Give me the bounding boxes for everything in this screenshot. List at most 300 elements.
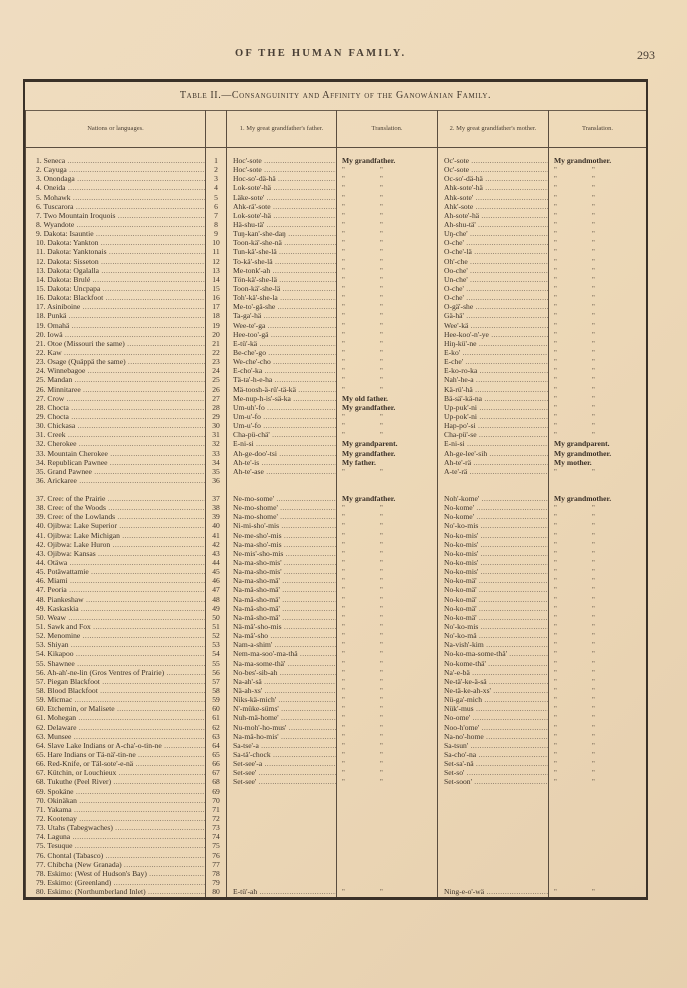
- row-number-cell: [206, 704, 226, 713]
- ditto-mark: ": [592, 376, 595, 385]
- term1-cell: [227, 439, 336, 448]
- ditto-mark: ": [554, 888, 557, 897]
- term1-cell: [227, 311, 336, 320]
- term1-cell: [227, 247, 336, 256]
- term1-cell: [227, 302, 336, 311]
- table-caption-prefix: Table II.: [179, 90, 222, 101]
- ditto-mark: ": [592, 193, 595, 202]
- term1-cell-text: E-tü'-ah .....: [233, 887, 336, 896]
- translation1-cell: [337, 713, 437, 722]
- term2-cell: [438, 531, 548, 540]
- row-number-cell: [206, 686, 226, 695]
- ditto-mark: ": [554, 586, 557, 595]
- ditto-mark: ": [554, 714, 557, 723]
- ditto-mark: ": [342, 659, 345, 668]
- ditto-mark: ": [592, 284, 595, 293]
- row-number-cell: [206, 220, 226, 229]
- ditto-mark: ": [592, 412, 595, 421]
- page-number: 293: [637, 48, 655, 62]
- row-number-cell-text: 64: [212, 740, 220, 750]
- ditto-mark: ": [380, 732, 383, 741]
- term2-cell: [438, 403, 548, 412]
- row-number-cell-text: 5: [214, 192, 218, 202]
- ditto-mark: ": [342, 412, 345, 421]
- ditto-mark: ": [554, 632, 557, 641]
- ditto-mark: ": [342, 211, 345, 220]
- term2-cell: [438, 439, 548, 448]
- ditto-mark: ": [380, 549, 383, 558]
- term1-cell-text: Nem-ma-soo'-ma-thä .....: [233, 649, 336, 658]
- nation-cell-text: 26. Minnitaree .....: [36, 385, 205, 394]
- translation2-cell: [549, 403, 646, 412]
- term2-cell: [438, 796, 548, 805]
- term2-cell-text: No-ko-mis' .....: [444, 558, 548, 567]
- row-number-cell: [206, 403, 226, 412]
- translation-text: My grandfather.: [342, 494, 396, 504]
- ditto-mark: ": [380, 668, 383, 677]
- ditto-mark: ": [592, 769, 595, 778]
- translation2-cell: [549, 193, 646, 202]
- ditto-mark: ": [554, 175, 557, 184]
- ditto-mark: ": [380, 220, 383, 229]
- ditto-mark: ": [592, 623, 595, 632]
- ditto-mark: ": [342, 732, 345, 741]
- row-number-cell: [206, 394, 226, 403]
- ditto-mark: ": [380, 412, 383, 421]
- term2-cell-text: No-ko-mä' .....: [444, 576, 548, 585]
- translation1-cell: [337, 302, 437, 311]
- term2-cell-text: Up-pok'-ni .....: [444, 412, 548, 421]
- row-number-cell: [206, 576, 226, 585]
- nation-cell-text: 16. Dakota: Blackfoot .....: [36, 293, 205, 302]
- ditto-mark: ": [592, 687, 595, 696]
- translation2-cell: [549, 302, 646, 311]
- nation-cell-text: 65. Hare Indians or Tä-nä'-tin-ne .....: [36, 750, 205, 759]
- row-number-cell: [206, 174, 226, 183]
- ditto-mark: ": [380, 175, 383, 184]
- row-number-cell-text: 11: [212, 247, 220, 257]
- term2-cell: [438, 458, 548, 467]
- ditto-mark: ": [342, 568, 345, 577]
- translation2-cell: [549, 476, 646, 485]
- term2-cell-text: Hap-po'-si .....: [444, 421, 548, 430]
- term1-cell: [227, 321, 336, 330]
- row-number-cell: [206, 229, 226, 238]
- term1-cell-text: Hä-shu-tä' .....: [233, 220, 336, 229]
- term2-cell: [438, 174, 548, 183]
- translation2-cell: [549, 183, 646, 192]
- nation-cell: [26, 841, 205, 850]
- row-number-cell-text: 21: [212, 338, 220, 348]
- translation1-cell: [337, 631, 437, 640]
- nation-cell-text: 35. Grand Pawnee .....: [36, 467, 205, 476]
- translation1-cell: [337, 668, 437, 677]
- ditto-mark: ": [380, 586, 383, 595]
- translation1-cell: [337, 695, 437, 704]
- row-number-cell: [206, 622, 226, 631]
- row-number-cell-text: 29: [212, 411, 220, 421]
- term2-cell: [438, 284, 548, 293]
- row-number-cell-text: 8: [214, 219, 218, 229]
- term2-cell: [438, 165, 548, 174]
- ditto-mark: ": [342, 376, 345, 385]
- row-number-cell-text: 55: [212, 658, 220, 668]
- nation-cell: [26, 777, 205, 786]
- term2-cell: [438, 567, 548, 576]
- row-number-cell-text: 41: [212, 530, 220, 540]
- row-number-cell: [206, 293, 226, 302]
- term2-cell-text: Gä-hä' .....: [444, 311, 548, 320]
- translation2-cell: [549, 704, 646, 713]
- term1-cell-text: Na-ma-sho-mis' .....: [233, 567, 336, 576]
- translation1-cell: [337, 357, 437, 366]
- translation1-cell: [337, 640, 437, 649]
- translation2-cell: [549, 668, 646, 677]
- translation2-cell: [549, 257, 646, 266]
- ditto-mark: ": [592, 741, 595, 750]
- term2-cell-text: No-kome-thä' .....: [444, 659, 548, 668]
- translation1-cell: [337, 293, 437, 302]
- nation-cell: [26, 595, 205, 604]
- translation1-cell: [337, 759, 437, 768]
- row-number-cell: [206, 787, 226, 796]
- term2-cell-text: No-ko-mis' .....: [444, 567, 548, 576]
- term1-cell-text: Ni-mi-sho'-mis .....: [233, 521, 336, 530]
- row-number-cell: [206, 604, 226, 613]
- translation2-cell: [549, 713, 646, 722]
- term1-cell: [227, 174, 336, 183]
- row-number-cell-text: 22: [212, 347, 220, 357]
- ditto-mark: ": [592, 632, 595, 641]
- translation1-cell: [337, 741, 437, 750]
- ditto-mark: ": [342, 284, 345, 293]
- ditto-mark: ": [380, 248, 383, 257]
- nation-cell: [26, 458, 205, 467]
- translation1-cell: [337, 832, 437, 841]
- term2-cell: [438, 412, 548, 421]
- ditto-mark: ": [592, 294, 595, 303]
- ditto-mark: ": [342, 248, 345, 257]
- row-number-cell: [206, 503, 226, 512]
- translation1-cell: [337, 659, 437, 668]
- ditto-mark: ": [380, 705, 383, 714]
- term2-cell: [438, 869, 548, 878]
- term2-cell-text: Hiŋ-kü'-ne .....: [444, 339, 548, 348]
- translation2-cell: [549, 558, 646, 567]
- row-number-cell-text: 80: [212, 887, 220, 897]
- nation-cell: [26, 549, 205, 558]
- row-number-cell: [206, 887, 226, 896]
- translation2-cell: [549, 311, 646, 320]
- row-number-cell-text: 36: [212, 475, 220, 485]
- ditto-mark: ": [592, 184, 595, 193]
- nation-cell-text: 60. Etchemin, or Malisete .....: [36, 704, 205, 713]
- translation-text: My grandfather.: [342, 448, 396, 458]
- ditto-mark: ": [592, 604, 595, 613]
- ditto-mark: ": [592, 586, 595, 595]
- term2-cell-text: Ning-e-o'-wä .....: [444, 887, 548, 896]
- term2-cell: [438, 366, 548, 375]
- term1-cell-text: Tun-kä'-she-lä .....: [233, 247, 336, 256]
- ditto-mark: ": [380, 723, 383, 732]
- translation2-cell: [549, 741, 646, 750]
- ditto-mark: ": [592, 467, 595, 476]
- translation2-cell: [549, 439, 646, 448]
- ditto-mark: ": [380, 294, 383, 303]
- ditto-mark: ": [380, 358, 383, 367]
- term2-cell: [438, 430, 548, 439]
- term1-cell: [227, 567, 336, 576]
- row-number-cell-text: 74: [212, 832, 220, 842]
- row-number-cell-text: 24: [212, 366, 220, 376]
- term2-cell: [438, 604, 548, 613]
- ditto-mark: ": [554, 193, 557, 202]
- ditto-mark: ": [342, 348, 345, 357]
- nation-cell-text: 50. Weaw .....: [36, 613, 205, 622]
- row-number-cell: [206, 238, 226, 247]
- term1-cell: [227, 494, 336, 503]
- term1-cell: [227, 704, 336, 713]
- term1-cell: [227, 503, 336, 512]
- nation-cell: [26, 339, 205, 348]
- row-number-cell-text: 40: [212, 521, 220, 531]
- ditto-mark: ": [342, 202, 345, 211]
- nation-cell-text: 30. Chickasa .....: [36, 421, 205, 430]
- ditto-mark: ": [380, 184, 383, 193]
- term1-cell: [227, 823, 336, 832]
- term1-cell: [227, 622, 336, 631]
- nation-cell-text: 68. Tukuthe (Peel River) .....: [36, 777, 205, 786]
- term2-cell: [438, 832, 548, 841]
- translation1-cell: [337, 686, 437, 695]
- nation-cell-text: 28. Chocta .....: [36, 403, 205, 412]
- term2-cell: [438, 695, 548, 704]
- ditto-mark: ": [554, 330, 557, 339]
- nation-cell-text: 31. Creek .....: [36, 430, 205, 439]
- translation1-cell: [337, 531, 437, 540]
- nation-cell-text: 15. Dakota: Uncpapa .....: [36, 284, 205, 293]
- nation-cell: [26, 723, 205, 732]
- ditto-mark: ": [380, 321, 383, 330]
- nation-cell: [26, 330, 205, 339]
- row-number-cell-text: 46: [212, 576, 220, 586]
- ditto-mark: ": [554, 604, 557, 613]
- term2-cell: [438, 613, 548, 622]
- translation1-cell: [337, 476, 437, 485]
- term2-cell-text: Ah-shu-tä' .....: [444, 220, 548, 229]
- term1-cell-text: Ah-te'-is .....: [233, 458, 336, 467]
- row-number-cell-text: 77: [212, 859, 220, 869]
- row-number-cell: [206, 750, 226, 759]
- term1-cell-text: Toon-kä'-she-lä .....: [233, 284, 336, 293]
- term1-cell: [227, 458, 336, 467]
- term2-cell: [438, 823, 548, 832]
- term2-cell-text: Hee-koo'-n'-ye .....: [444, 330, 548, 339]
- nation-cell-text: 48. Piankeshaw .....: [36, 595, 205, 604]
- translation2-cell: [549, 640, 646, 649]
- row-number-cell-text: 78: [212, 868, 220, 878]
- term1-cell-text: Um-u'-fo .....: [233, 421, 336, 430]
- row-number-cell-text: 33: [212, 448, 220, 458]
- term2-cell: [438, 585, 548, 594]
- ditto-mark: ": [342, 668, 345, 677]
- nation-cell-text: 7. Two Mountain Iroquois .....: [36, 211, 205, 220]
- term1-cell-text: Na-mä-ho-mis' .....: [233, 732, 336, 741]
- ditto-mark: ": [592, 321, 595, 330]
- term2-cell-text: No-ko-mä' .....: [444, 604, 548, 613]
- ditto-mark: ": [592, 522, 595, 531]
- row-number-cell-text: 52: [212, 631, 220, 641]
- ditto-mark: ": [592, 696, 595, 705]
- translation1-cell: [337, 805, 437, 814]
- row-number-cell: [206, 841, 226, 850]
- term2-cell: [438, 449, 548, 458]
- term2-cell: [438, 375, 548, 384]
- row-number-cell-text: 31: [212, 430, 220, 440]
- ditto-mark: ": [342, 266, 345, 275]
- term1-cell-text: E-ni-si .....: [233, 439, 336, 448]
- ditto-mark: ": [380, 284, 383, 293]
- term2-cell-text: E-ko' .....: [444, 348, 548, 357]
- translation1-cell: [337, 841, 437, 850]
- ditto-mark: ": [554, 376, 557, 385]
- term2-cell: [438, 677, 548, 686]
- row-number-cell: [206, 805, 226, 814]
- ditto-mark: ": [380, 431, 383, 440]
- term2-cell: [438, 860, 548, 869]
- term1-cell: [227, 832, 336, 841]
- row-number-cell-text: 3: [214, 174, 218, 184]
- row-number-cell: [206, 385, 226, 394]
- translation1-cell: [337, 777, 437, 786]
- ditto-mark: ": [554, 641, 557, 650]
- nation-cell: [26, 869, 205, 878]
- row-number-cell-text: 53: [212, 640, 220, 650]
- term2-cell-text: O-che'-lä .....: [444, 247, 548, 256]
- term2-cell-text: Ah-te'-rä .....: [444, 458, 548, 467]
- ditto-mark: ": [592, 175, 595, 184]
- term1-cell: [227, 220, 336, 229]
- translation1-cell: [337, 275, 437, 284]
- ditto-mark: ": [554, 211, 557, 220]
- nation-cell: [26, 640, 205, 649]
- row-number-cell: [206, 467, 226, 476]
- term1-cell-text: Ne-mis'-sho-mis .....: [233, 549, 336, 558]
- term2-cell: [438, 467, 548, 476]
- nation-cell-text: 58. Blood Blackfoot .....: [36, 686, 205, 695]
- ditto-mark: ": [380, 266, 383, 275]
- translation1-cell: [337, 311, 437, 320]
- nation-cell-text: 72. Kootenay .....: [36, 814, 205, 823]
- translation1-cell: [337, 266, 437, 275]
- ditto-mark: ": [342, 714, 345, 723]
- term2-cell-text: Uŋ-che' .....: [444, 229, 548, 238]
- nation-cell-text: 80. Eskimo: (Northumberland Inlet) .....: [36, 887, 205, 896]
- row-number-cell: [206, 878, 226, 887]
- term1-cell-text: Na-mä-sho-mä' .....: [233, 604, 336, 613]
- row-number-cell-text: 54: [212, 649, 220, 659]
- ditto-mark: ": [380, 230, 383, 239]
- translation1-cell: [337, 595, 437, 604]
- ditto-mark: ": [342, 778, 345, 787]
- translation2-cell: [549, 595, 646, 604]
- ditto-mark: ": [380, 202, 383, 211]
- term1-cell: [227, 165, 336, 174]
- row-number-cell-text: 26: [212, 384, 220, 394]
- nation-cell: [26, 375, 205, 384]
- row-number-cell-text: 30: [212, 421, 220, 431]
- row-number-cell: [206, 713, 226, 722]
- ditto-mark: ": [592, 531, 595, 540]
- term2-cell-text: O-che' .....: [444, 284, 548, 293]
- ditto-mark: ": [342, 230, 345, 239]
- ditto-mark: ": [380, 760, 383, 769]
- term1-cell: [227, 768, 336, 777]
- term2-cell-text: Nük'-mus .....: [444, 704, 548, 713]
- ditto-mark: ": [342, 559, 345, 568]
- nation-cell: [26, 860, 205, 869]
- nation-cell-text: 66. Red-Knife, or Täl-sote'-e-nä .....: [36, 759, 205, 768]
- ditto-mark: ": [342, 741, 345, 750]
- term2-cell-text: Set-so' .....: [444, 768, 548, 777]
- row-number-cell-text: 10: [212, 238, 220, 248]
- ditto-mark: ": [342, 769, 345, 778]
- term1-cell: [227, 412, 336, 421]
- row-number-cell-text: 65: [212, 750, 220, 759]
- translation2-cell: [549, 293, 646, 302]
- ditto-mark: ": [592, 394, 595, 403]
- translation2-cell: [549, 677, 646, 686]
- term2-cell-text: No-ko-mä' .....: [444, 595, 548, 604]
- term2-cell-text: E-ko-ro-ka .....: [444, 366, 548, 375]
- term1-cell: [227, 558, 336, 567]
- ditto-mark: ": [554, 275, 557, 284]
- nation-cell-text: 17. Asiniboine .....: [36, 302, 205, 311]
- header-number: [206, 110, 226, 148]
- ditto-mark: ": [554, 769, 557, 778]
- ditto-mark: ": [554, 595, 557, 604]
- nation-cell-text: 10. Dakota: Yankton .....: [36, 238, 205, 247]
- translation2-cell: [549, 878, 646, 887]
- row-number-cell-text: 25: [212, 375, 220, 385]
- ditto-mark: ": [342, 422, 345, 431]
- ditto-mark: ": [342, 312, 345, 321]
- term2-cell-text: Set-sa'-nä .....: [444, 759, 548, 768]
- term1-cell-text: Nuh-mä-home' .....: [233, 713, 336, 722]
- term1-cell-text: Na-mä-sho-mä' .....: [233, 613, 336, 622]
- translation-text: My mother.: [554, 457, 592, 467]
- row-number-cell-text: 32: [212, 439, 220, 449]
- ditto-mark: ": [554, 202, 557, 211]
- translation1-cell: [337, 193, 437, 202]
- translation1-cell: [337, 677, 437, 686]
- term1-cell: [227, 595, 336, 604]
- term1-cell: [227, 385, 336, 394]
- row-number-cell: [206, 512, 226, 521]
- term2-cell: [438, 339, 548, 348]
- translation1-cell: [337, 558, 437, 567]
- ditto-mark: ": [342, 257, 345, 266]
- term1-cell: [227, 476, 336, 485]
- ditto-mark: ": [592, 303, 595, 312]
- nation-cell: [26, 275, 205, 284]
- term2-cell-text: No'-ko-mä .....: [444, 631, 548, 640]
- ditto-mark: ": [554, 577, 557, 586]
- ditto-mark: ": [592, 348, 595, 357]
- row-number-cell-text: 72: [212, 813, 220, 823]
- translation2-cell: [549, 521, 646, 530]
- nation-cell: [26, 622, 205, 631]
